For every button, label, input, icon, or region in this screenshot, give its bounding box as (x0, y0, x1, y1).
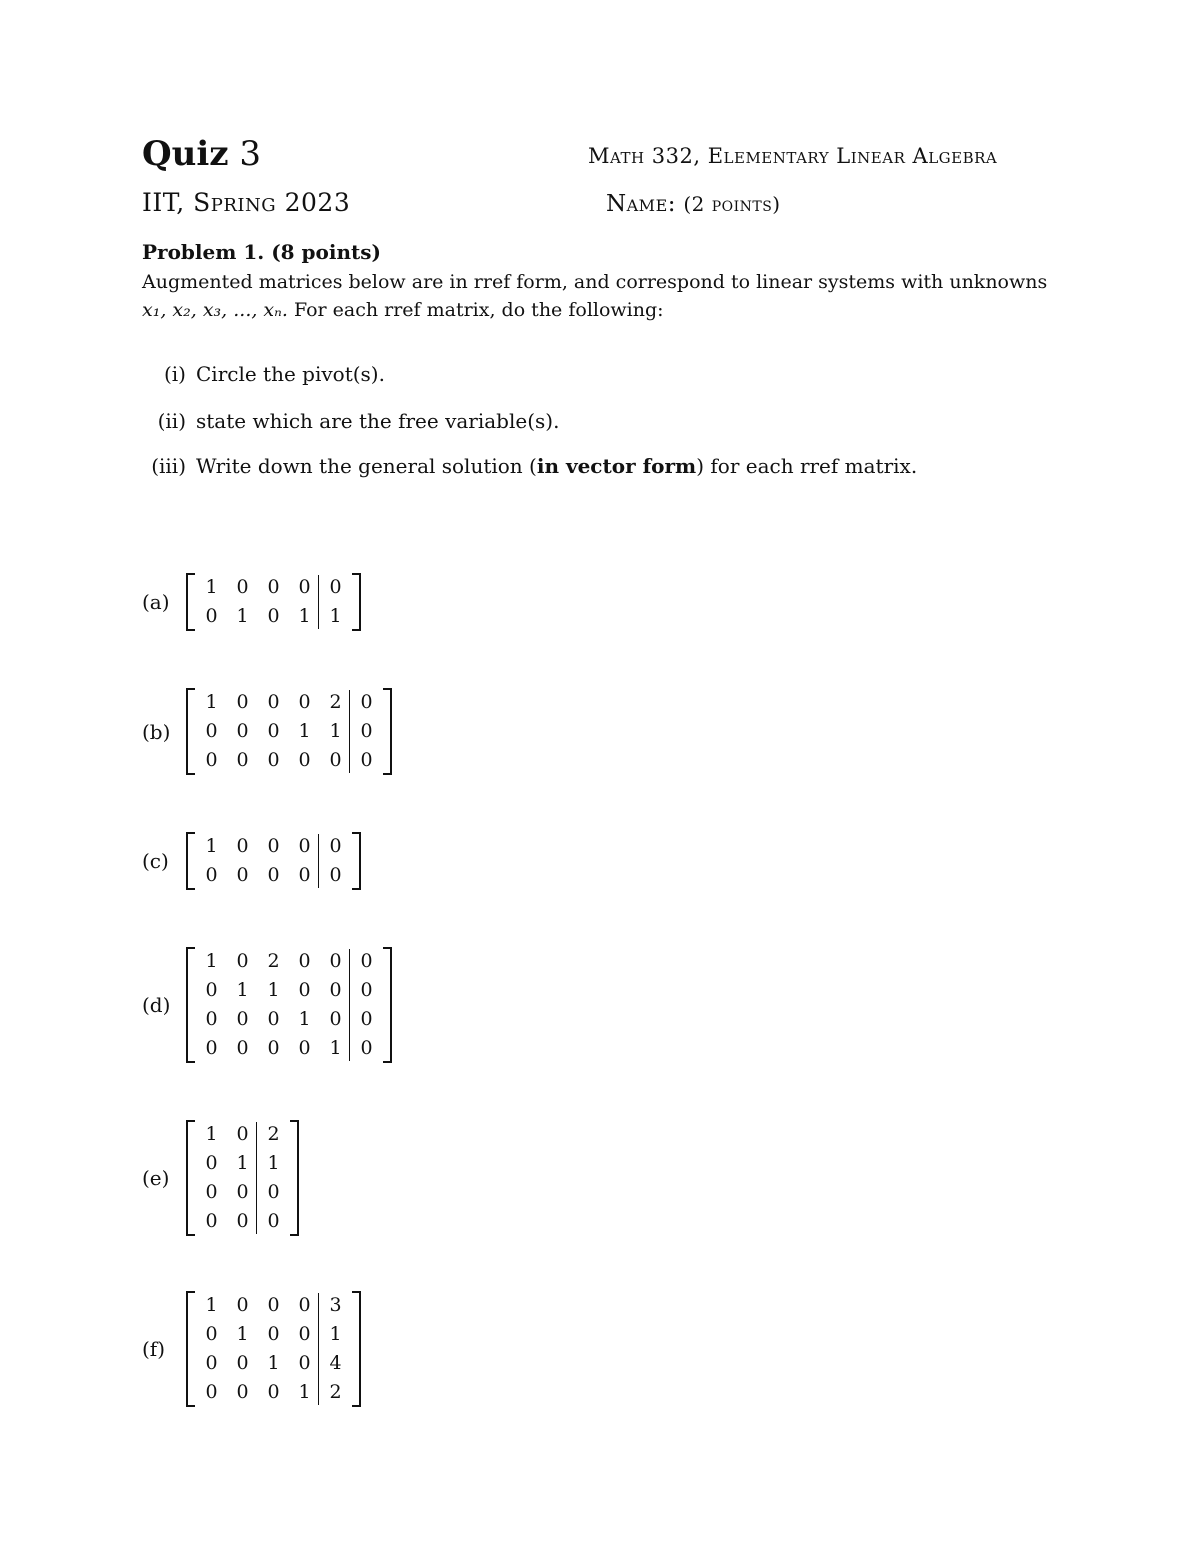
problem-intro-line-1: Augmented matrices below are in rref form, and correspond to linear systems with unknowns (142, 271, 1048, 293)
augment-divider (318, 575, 319, 629)
matrix-entry: 0 (236, 720, 249, 742)
matrix-entry: 0 (205, 1152, 218, 1174)
matrix-entry: 0 (267, 720, 280, 742)
matrix-entry: 0 (267, 1037, 280, 1059)
left-bracket (186, 573, 195, 631)
right-bracket (352, 832, 361, 890)
matrix-entry: 1 (205, 1294, 218, 1316)
matrix-d (142, 947, 392, 1063)
matrix-entry: 0 (329, 950, 342, 972)
augmented-matrix (186, 573, 361, 631)
matrix-entry: 0 (329, 749, 342, 771)
term-label: IIT, Spring 2023 (142, 188, 351, 217)
task-number: (i) (163, 362, 186, 386)
matrix-entry: 0 (205, 1181, 218, 1203)
matrix-entry: 0 (298, 950, 311, 972)
matrix-entry: 1 (329, 720, 342, 742)
matrix-entry: 0 (298, 1037, 311, 1059)
augmented-matrix (186, 947, 392, 1063)
task-text: state which are the free variable(s). (196, 409, 560, 433)
task-text-emphasis: in vector form (536, 454, 697, 478)
augment-divider (318, 1293, 319, 1405)
augment-divider (349, 949, 350, 1061)
matrix-entry: 0 (236, 1381, 249, 1403)
matrix-entry: 0 (236, 1008, 249, 1030)
matrix-entry: 0 (360, 1037, 373, 1059)
right-bracket (290, 1120, 299, 1236)
matrix-entry: 0 (298, 835, 311, 857)
matrix-entry: 1 (205, 691, 218, 713)
right-bracket (383, 947, 392, 1063)
matrix-entry: 1 (298, 1381, 311, 1403)
matrix-entry: 0 (360, 1008, 373, 1030)
matrix-a (142, 573, 361, 631)
matrix-entry: 0 (205, 979, 218, 1001)
name-line (606, 191, 781, 217)
problem-intro-line-2: For each rref matrix, do the following: (293, 299, 664, 321)
matrix-entry: 1 (329, 1323, 342, 1345)
augment-divider (349, 690, 350, 773)
augmented-matrix (186, 688, 392, 775)
left-bracket (186, 832, 195, 890)
matrix-entry: 1 (205, 1123, 218, 1145)
matrix-entry: 2 (329, 1381, 342, 1403)
matrix-entry: 0 (236, 1181, 249, 1203)
matrix-entry: 0 (329, 1008, 342, 1030)
quiz-title (142, 134, 261, 174)
quiz-title-number: 3 (239, 134, 262, 174)
augment-divider (256, 1122, 257, 1234)
matrix-entry: 0 (298, 1294, 311, 1316)
matrix-entry: 0 (329, 576, 342, 598)
matrix-entry: 0 (267, 1323, 280, 1345)
matrix-entry: 0 (267, 605, 280, 627)
matrix-entry: 0 (298, 1323, 311, 1345)
matrix-entry: 1 (267, 1152, 280, 1174)
augmented-matrix (186, 1120, 299, 1236)
matrix-entry: 1 (205, 835, 218, 857)
matrix-entry: 1 (236, 979, 249, 1001)
matrix-entry: 1 (267, 979, 280, 1001)
matrix-entry: 0 (267, 749, 280, 771)
matrix-entry: 1 (329, 1037, 342, 1059)
matrix-entry: 0 (267, 576, 280, 598)
problem-heading: Problem 1. (8 points) (142, 240, 381, 264)
matrix-entry: 1 (267, 1352, 280, 1374)
matrix-entry: 0 (360, 691, 373, 713)
matrix-e (142, 1120, 299, 1236)
matrix-entry: 0 (267, 1008, 280, 1030)
matrix-entry: 1 (298, 605, 311, 627)
course-title: Math 332, Elementary Linear Algebra (588, 144, 998, 168)
matrix-entry: 2 (267, 1123, 280, 1145)
left-bracket (186, 1291, 195, 1407)
matrix-entry: 0 (298, 1352, 311, 1374)
matrix-entry: 0 (360, 749, 373, 771)
matrix-entry: 0 (236, 1352, 249, 1374)
matrix-entry: 0 (205, 864, 218, 886)
matrix-b (142, 688, 392, 775)
matrix-entry: 0 (298, 691, 311, 713)
matrix-entry: 1 (298, 720, 311, 742)
matrix-entry: 2 (329, 691, 342, 713)
augmented-matrix (186, 1291, 361, 1407)
matrix-label: (f) (142, 1337, 166, 1361)
matrix-label: (c) (142, 849, 169, 873)
matrix-entry: 0 (236, 1294, 249, 1316)
matrix-entry: 0 (236, 835, 249, 857)
matrix-entry: 0 (360, 720, 373, 742)
left-bracket (186, 947, 195, 1063)
right-bracket (352, 573, 361, 631)
matrix-entry: 0 (205, 749, 218, 771)
matrix-entry: 0 (236, 864, 249, 886)
matrix-label: (e) (142, 1166, 170, 1190)
matrix-entry: 0 (298, 749, 311, 771)
matrix-label: (d) (142, 993, 171, 1017)
matrix-entry: 0 (205, 1008, 218, 1030)
task-text-pre: Write down the general solution ( (196, 454, 537, 478)
matrix-entry: 0 (236, 1210, 249, 1232)
matrix-label: (b) (142, 719, 171, 744)
matrix-entry: 0 (360, 979, 373, 1001)
task-item (142, 362, 385, 386)
matrix-entry: 0 (205, 1210, 218, 1232)
matrix-entry: 1 (329, 605, 342, 627)
matrix-entry: 0 (205, 1323, 218, 1345)
matrix-entry: 1 (236, 1323, 249, 1345)
quiz-title-word: Quiz (142, 134, 229, 174)
matrix-entry: 0 (236, 691, 249, 713)
name-label: Name: (606, 191, 676, 217)
matrix-entry: 3 (329, 1294, 342, 1316)
matrix-entry: 0 (267, 691, 280, 713)
matrix-entry: 0 (236, 749, 249, 771)
matrix-entry: 0 (329, 864, 342, 886)
augmented-matrix (186, 832, 361, 890)
left-bracket (186, 688, 195, 775)
matrix-entry: 0 (360, 950, 373, 972)
matrix-entry: 0 (267, 1381, 280, 1403)
matrix-entry: 1 (298, 1008, 311, 1030)
task-text: Circle the pivot(s). (196, 362, 385, 386)
matrix-entry: 0 (267, 835, 280, 857)
problem-intro (142, 268, 1102, 324)
matrix-entry: 0 (267, 1210, 280, 1232)
matrix-entry: 0 (236, 950, 249, 972)
matrix-entry: 1 (205, 576, 218, 598)
unknowns-list: x₁, x₂, x₃, ..., xₙ. (142, 299, 288, 321)
right-bracket (352, 1291, 361, 1407)
matrix-entry: 0 (205, 1037, 218, 1059)
matrix-entry: 0 (205, 1352, 218, 1374)
matrix-entry: 4 (329, 1352, 342, 1374)
matrix-entry: 0 (329, 835, 342, 857)
matrix-entry: 0 (236, 1037, 249, 1059)
matrix-entry: 0 (205, 1381, 218, 1403)
matrix-entry: 0 (267, 1181, 280, 1203)
left-bracket (186, 1120, 195, 1236)
right-bracket (383, 688, 392, 775)
matrix-entry: 2 (267, 950, 280, 972)
matrix-entry: 0 (298, 576, 311, 598)
matrix-entry: 0 (205, 720, 218, 742)
task-number: (iii) (151, 454, 186, 478)
matrix-entry: 1 (205, 950, 218, 972)
matrix-entry: 0 (205, 605, 218, 627)
matrix-entry: 0 (329, 979, 342, 1001)
task-item (142, 409, 559, 433)
name-points: (2 points) (683, 192, 781, 216)
matrix-entry: 1 (236, 605, 249, 627)
augment-divider (318, 834, 319, 888)
task-number: (ii) (157, 409, 186, 433)
matrix-entry: 0 (236, 1123, 249, 1145)
matrix-entry: 0 (298, 979, 311, 1001)
matrix-label: (a) (142, 590, 170, 614)
task-text-post: ) for each rref matrix. (696, 454, 918, 478)
matrix-entry: 0 (267, 864, 280, 886)
matrix-entry: 0 (267, 1294, 280, 1316)
matrix-entry: 0 (236, 576, 249, 598)
matrix-entry: 1 (236, 1152, 249, 1174)
task-item (142, 454, 917, 478)
matrix-c (142, 832, 361, 890)
matrix-f (142, 1291, 361, 1407)
matrix-entry: 0 (298, 864, 311, 886)
